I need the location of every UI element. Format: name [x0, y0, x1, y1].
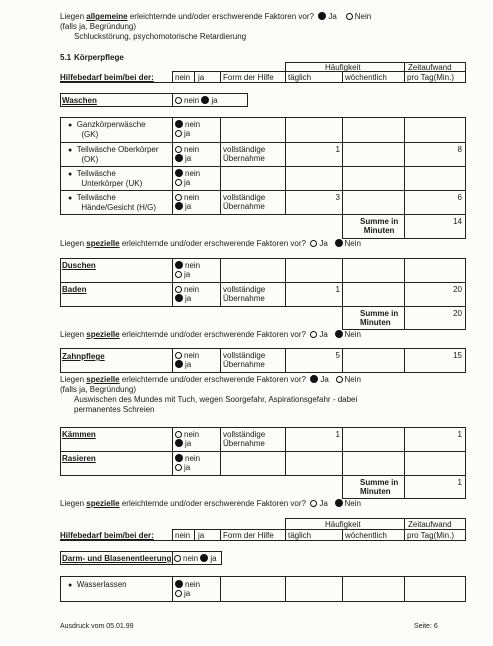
option-ja: Ja	[319, 239, 328, 248]
form-der-hilfe	[223, 285, 265, 303]
kaemmen-options	[175, 430, 199, 448]
header-haeufigkeit: Häufigkeit	[325, 520, 361, 529]
row-label: Teilwäsche Oberkörper	[76, 145, 159, 154]
reason-label: (falls ja, Begründung)	[60, 385, 137, 394]
option-nein: nein	[185, 454, 201, 463]
header-hilfebedarf: Hilfebedarf beim/bei der:	[60, 73, 154, 82]
row-label: Hände/Gesicht (H/G)	[81, 203, 157, 212]
option-nein: Nein	[344, 375, 361, 384]
row-label: (OK)	[81, 155, 99, 164]
filled-radio-icon[interactable]	[201, 96, 209, 104]
taeglich-value: 5	[335, 351, 340, 360]
sum-label	[360, 309, 398, 327]
footer-print-date: Ausdruck vom 05.01.99	[60, 623, 134, 630]
minutes-value: 8	[457, 145, 462, 154]
option-ja: ja	[185, 439, 192, 448]
form-text: vollständige	[223, 430, 266, 439]
waschen-label: Waschen	[62, 96, 97, 105]
filled-radio-icon[interactable]	[335, 330, 343, 338]
option-ja: ja	[185, 360, 192, 369]
minutes-value: 6	[457, 193, 462, 202]
option-nein: nein	[185, 120, 201, 129]
option-nein: nein	[185, 169, 201, 178]
option-nein: nein	[184, 193, 200, 202]
header-zeitaufwand: Zeitaufwand	[408, 520, 452, 529]
header-hilfebedarf: Hilfebedarf beim/bei der:	[60, 531, 154, 540]
list-item-ok: ● Teilwäsche Oberkörper (OK)	[68, 145, 159, 164]
filled-radio-icon[interactable]	[175, 360, 183, 368]
option-nein: nein	[184, 96, 200, 105]
header-nein: nein	[175, 531, 191, 540]
option-nein: nein	[185, 580, 201, 589]
option-ja: ja	[184, 589, 191, 598]
row-label: Wasserlassen	[76, 580, 127, 589]
empty-radio-icon[interactable]	[310, 331, 317, 338]
row-label: Teilwäsche	[76, 193, 116, 202]
empty-radio-icon[interactable]	[175, 431, 182, 438]
filled-radio-icon[interactable]	[318, 12, 326, 20]
filled-radio-icon[interactable]	[175, 202, 183, 210]
wasserlassen-options	[175, 580, 200, 598]
footer-page-number: Seite: 6	[414, 623, 438, 630]
filled-radio-icon[interactable]	[200, 554, 208, 562]
header-zeitaufwand: Zeitaufwand	[408, 63, 452, 72]
sum-label-line: Summe in	[360, 478, 399, 487]
empty-radio-icon[interactable]	[175, 464, 182, 471]
filled-radio-icon[interactable]	[175, 120, 183, 128]
option-ja: ja	[211, 96, 218, 105]
question-spezielle	[60, 239, 361, 248]
option-ja: ja	[185, 154, 192, 163]
minutes-value: 1	[457, 430, 462, 439]
filled-radio-icon[interactable]	[175, 154, 183, 162]
reason-text: Auswischen des Mundes mit Tuch, wegen Soorgefahr, Aspirationsgefahr - dabei	[74, 395, 358, 404]
row-options	[175, 120, 200, 138]
zahnpflege-label: Zahnpflege	[62, 352, 105, 361]
filled-radio-icon[interactable]	[175, 580, 183, 588]
question-text: Liegen	[60, 330, 87, 339]
taeglich-value: 3	[335, 193, 340, 202]
sum-label-line: Minuten	[360, 487, 391, 496]
option-nein: nein	[184, 430, 200, 439]
row-label: Unterkörper (UK)	[81, 179, 143, 188]
question-keyword: spezielle	[86, 375, 120, 384]
sum-label	[360, 217, 398, 235]
duschen-label: Duschen	[62, 261, 96, 270]
row-options	[175, 169, 200, 187]
taeglich-value: 1	[335, 285, 340, 294]
option-nein: nein	[183, 554, 199, 563]
list-item-uk: ● Teilwäsche Unterkörper (UK)	[68, 169, 143, 188]
empty-radio-icon[interactable]	[175, 179, 182, 186]
empty-radio-icon[interactable]	[310, 500, 317, 507]
form-der-hilfe	[223, 193, 265, 211]
question-keyword: spezielle	[86, 239, 120, 248]
header-ja: ja	[198, 73, 205, 82]
option-nein: Nein	[344, 239, 361, 248]
option-ja: ja	[184, 178, 191, 187]
question-text: erleichternde und/oder erschwerende Faktoren vor?	[119, 239, 306, 248]
form-text: vollständige	[223, 351, 266, 360]
sum-label-line: Minuten	[360, 318, 391, 327]
question-allgemeine	[60, 12, 371, 21]
duschen-options	[175, 261, 200, 279]
list-item-hg: ● Teilwäsche Hände/Gesicht (H/G)	[68, 193, 157, 212]
header-taeglich: täglich	[288, 531, 312, 540]
question-text: Liegen	[60, 12, 87, 21]
empty-radio-icon[interactable]	[346, 13, 353, 20]
darm-options	[174, 554, 217, 563]
option-nein: Nein	[344, 499, 361, 508]
waschen-options	[175, 96, 218, 105]
header-form: Form der Hilfe	[223, 73, 274, 82]
filled-radio-icon[interactable]	[175, 454, 183, 462]
section-number: 5.1	[60, 53, 72, 62]
header-nein: nein	[175, 73, 191, 82]
row-options	[175, 145, 199, 163]
filled-radio-icon[interactable]	[175, 169, 183, 177]
question-text: Liegen	[60, 499, 87, 508]
kaemmen-label: Kämmen	[62, 430, 96, 439]
reason-label: (falls ja, Begründung)	[60, 22, 137, 31]
option-nein: Nein	[344, 330, 361, 339]
option-nein: nein	[184, 145, 200, 154]
option-ja: ja	[184, 129, 191, 138]
option-ja: Ja	[319, 499, 328, 508]
option-ja: Ja	[320, 375, 329, 384]
sum-value: 14	[453, 217, 462, 226]
form-der-hilfe	[223, 145, 265, 163]
option-nein: Nein	[354, 12, 372, 21]
option-ja: Ja	[319, 330, 328, 339]
taeglich-value: 1	[335, 430, 340, 439]
baden-options	[175, 285, 199, 303]
sum-label-line: Minuten	[363, 226, 395, 235]
form-text: Übernahme	[223, 154, 265, 163]
baden-label: Baden	[62, 285, 87, 294]
empty-radio-icon[interactable]	[336, 376, 343, 383]
header-pro-tag: pro Tag(Min.)	[407, 531, 454, 540]
taeglich-value: 1	[335, 145, 340, 154]
question-spezielle	[60, 330, 361, 339]
option-ja: ja	[185, 202, 192, 211]
header-form: Form der Hilfe	[223, 531, 274, 540]
question-spezielle	[60, 375, 361, 384]
filled-radio-icon[interactable]	[175, 294, 183, 302]
empty-radio-icon[interactable]	[310, 240, 317, 247]
sum-label-line: Summe in	[360, 217, 399, 226]
list-item-gk: ● Ganzkörperwäsche (GK)	[68, 120, 146, 139]
option-ja: ja	[184, 270, 191, 279]
question-keyword: spezielle	[86, 499, 120, 508]
question-text: erleichternde und/oder erschwerende Faktoren vor?	[127, 12, 314, 21]
option-nein: nein	[184, 351, 200, 360]
filled-radio-icon[interactable]	[175, 439, 183, 447]
sum-value: 1	[457, 478, 462, 487]
empty-radio-icon[interactable]	[175, 146, 182, 153]
option-nein: nein	[185, 261, 201, 270]
sum-label	[360, 478, 398, 496]
form-text: vollständige	[223, 285, 266, 294]
empty-radio-icon[interactable]	[175, 97, 182, 104]
empty-radio-icon[interactable]	[175, 271, 182, 278]
minutes-value: 15	[453, 351, 462, 360]
form-text: Übernahme	[223, 439, 265, 448]
question-text: erleichternde und/oder erschwerende Faktoren vor?	[119, 499, 306, 508]
header-pro-tag: pro Tag(Min.)	[407, 73, 454, 82]
option-ja: ja	[210, 554, 217, 563]
question-keyword: spezielle	[86, 330, 120, 339]
form-text: Übernahme	[223, 202, 265, 211]
row-options	[175, 193, 199, 211]
darm-label: Darm- und Blasenentleerung	[62, 554, 172, 563]
minutes-value: 20	[453, 285, 462, 294]
header-ja: ja	[198, 531, 205, 540]
empty-radio-icon[interactable]	[175, 194, 182, 201]
reason-text: Schluckstörung, psychomotorische Retardierung	[74, 32, 247, 41]
filled-radio-icon[interactable]	[310, 375, 318, 383]
header-woechentlich: wöchentlich	[345, 531, 387, 540]
sum-value: 20	[453, 309, 462, 318]
question-text: erleichternde und/oder erschwerende Faktoren vor?	[119, 375, 306, 384]
empty-radio-icon[interactable]	[175, 352, 182, 359]
sum-label-line: Summe in	[360, 309, 399, 318]
empty-radio-icon[interactable]	[175, 590, 182, 597]
question-text: Liegen	[60, 375, 87, 384]
row-label: Ganzkörperwäsche	[76, 120, 146, 129]
filled-radio-icon[interactable]	[335, 239, 343, 247]
form-text: vollständige	[223, 145, 266, 154]
row-label: (GK)	[81, 130, 99, 139]
list-item-wasserlassen: ● Wasserlassen	[68, 580, 127, 589]
question-text: Liegen	[60, 239, 87, 248]
option-ja: ja	[185, 294, 192, 303]
rasieren-options	[175, 454, 200, 472]
form-text: vollständige	[223, 193, 266, 202]
empty-radio-icon[interactable]	[174, 555, 181, 562]
option-ja: ja	[184, 463, 191, 472]
section-title: Körperpflege	[74, 53, 124, 62]
empty-radio-icon[interactable]	[175, 286, 182, 293]
header-taeglich: täglich	[288, 73, 312, 82]
form-text: Übernahme	[223, 294, 265, 303]
row-label: Teilwäsche	[76, 169, 116, 178]
option-ja: Ja	[328, 12, 337, 21]
option-nein: nein	[184, 285, 200, 294]
header-woechentlich: wöchentlich	[345, 73, 387, 82]
form-der-hilfe	[223, 430, 265, 448]
form-der-hilfe	[223, 351, 265, 369]
question-keyword: allgemeine	[86, 12, 128, 21]
form-text: Übernahme	[223, 360, 265, 369]
zahnpflege-options	[175, 351, 199, 369]
question-spezielle	[60, 499, 361, 508]
empty-radio-icon[interactable]	[175, 130, 182, 137]
header-haeufigkeit: Häufigkeit	[325, 63, 361, 72]
question-text: erleichternde und/oder erschwerende Faktoren vor?	[119, 330, 306, 339]
reason-text: permanentes Schreien	[74, 405, 155, 414]
rasieren-label: Rasieren	[62, 454, 96, 463]
filled-radio-icon[interactable]	[335, 499, 343, 507]
filled-radio-icon[interactable]	[175, 261, 183, 269]
